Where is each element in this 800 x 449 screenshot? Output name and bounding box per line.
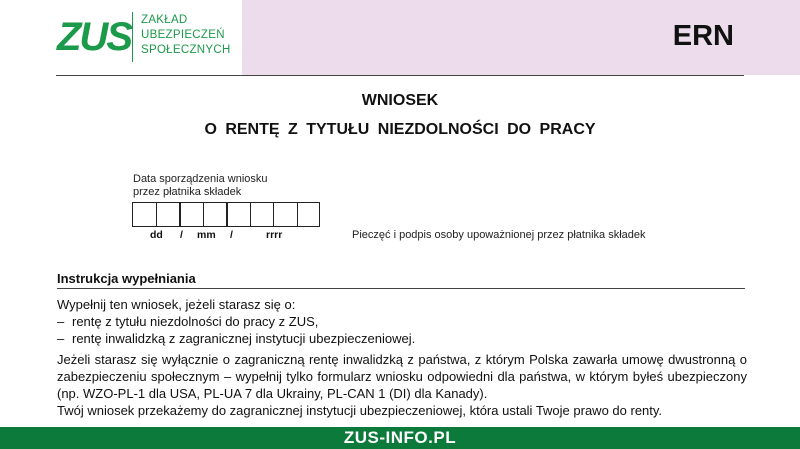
date-format-mm: mm: [197, 229, 216, 241]
date-digit-box[interactable]: [250, 202, 274, 227]
date-field-label: [133, 173, 268, 199]
zus-logo-text: ZUS: [57, 15, 131, 59]
list-item-text: rentę inwalidzką z zagranicznej instytucji ubezpieczeniowej.: [72, 331, 416, 346]
form-code-box: [242, 0, 800, 75]
instructions-paragraph: [57, 351, 747, 419]
instructions-paragraph-note: Twój wniosek przekażemy do zagranicznej instytucji ubezpieczeniowej, która ustali Twoje prawo do renty.: [57, 403, 663, 418]
instructions-intro: Wypełnij ten wniosek, jeżeli starasz się o:: [57, 297, 296, 312]
date-format-rrrr: rrrr: [266, 229, 283, 241]
instructions-heading: Instrukcja wypełniania: [57, 271, 196, 286]
header-divider: [56, 75, 744, 76]
date-format-dd: dd: [150, 229, 163, 241]
document-title: WNIOSEK: [361, 92, 439, 109]
zus-logo: [57, 15, 131, 59]
form-header: [0, 0, 800, 76]
date-digit-box[interactable]: [132, 202, 156, 227]
list-item: [57, 313, 415, 330]
footer-site-name: ZUS-INFO.PL: [343, 428, 457, 447]
date-digit-box[interactable]: [226, 202, 250, 227]
instructions-list: [57, 313, 415, 347]
logo-divider: [132, 12, 133, 62]
org-line-2: UBEZPIECZEŃ: [141, 29, 225, 41]
organization-name: [141, 13, 231, 58]
org-line-3: SPOŁECZNYCH: [141, 44, 231, 56]
list-dash: –: [57, 314, 65, 329]
list-item-text: rentę z tytułu niezdolności do pracy z ZUS,: [72, 314, 319, 329]
footer-banner: [0, 427, 800, 449]
date-digit-box[interactable]: [156, 202, 180, 227]
date-digit-box[interactable]: [179, 202, 203, 227]
instructions-paragraph-body: Jeżeli starasz się wyłącznie o zagraniczną rentę inwalidzką z państwa, z którym Polska zawarła umowę dwustronną o zabezpieczeniu społecznym – wypełnij tylko formularz wniosku odpowiedni dla państwa, w którym byłeś ubezpieczony (np. WZO-PL-1 dla USA, PL-UA 7 dla Ukrainy, PL-CAN 1 (DI) dla Kanady).: [57, 352, 747, 401]
date-input-boxes[interactable]: [132, 202, 320, 227]
date-digit-box[interactable]: [203, 202, 227, 227]
date-digit-box[interactable]: [273, 202, 297, 227]
date-format-slash-2: /: [230, 229, 233, 241]
stamp-signature-label: Pieczęć i podpis osoby upoważnionej przez płatnika składek: [352, 229, 646, 241]
document-subtitle: O RENTĘ Z TYTUŁU NIEZDOLNOŚCI DO PRACY: [204, 121, 596, 138]
date-label-line-2: przez płatnika składek: [133, 186, 242, 198]
list-item: [57, 330, 415, 347]
org-line-1: ZAKŁAD: [141, 14, 188, 26]
date-digit-box[interactable]: [297, 202, 321, 227]
form-code: ERN: [672, 20, 734, 52]
list-dash: –: [57, 331, 65, 346]
date-format-slash-1: /: [180, 229, 183, 241]
instructions-divider: [57, 288, 745, 289]
date-label-line-1: Data sporządzenia wniosku: [133, 173, 268, 185]
